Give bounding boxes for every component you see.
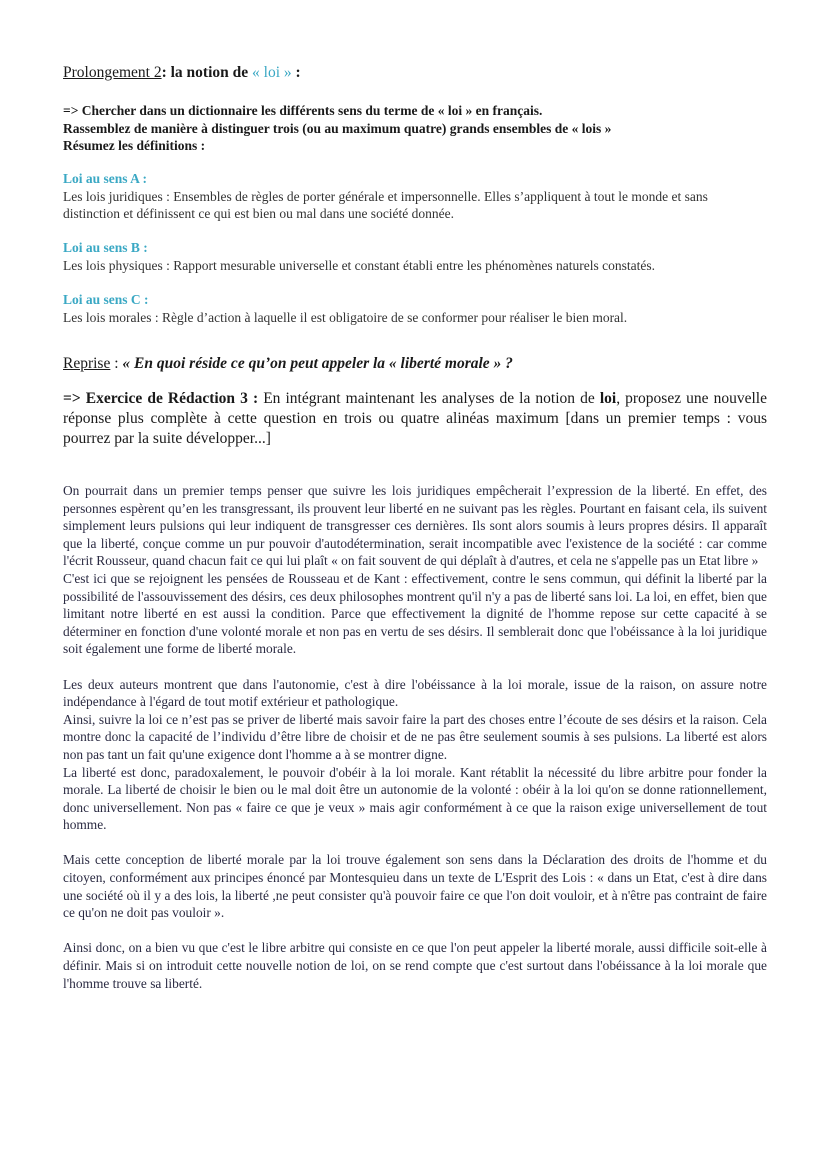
exercise-text-after: , proposez une nouvelle réponse plus complète à cette question en trois ou quatre alinéas maximum [dans un premier temps : vous pourrez par la suite développer...] <box>63 390 767 447</box>
section-body: Les lois morales : Règle d’action à laquelle il est obligatoire de se conformer pour réaliser le bien moral. <box>63 309 628 325</box>
title-suffix: : <box>291 64 301 81</box>
definition-section-a <box>63 170 767 223</box>
section-title: Loi au sens C : <box>63 292 149 307</box>
essay-paragraph: Ainsi donc, on a bien vu que c'est le libre arbitre qui consiste en ce que l'on peut appeler la liberté morale, aussi difficile soit-elle à définir. Mais si on introduit cette nouvelle notion de loi, on se rend compte que c'est surtout dans l'obéissance à la loi morale que l'homme trouve sa liberté. <box>63 940 767 991</box>
essay-text <box>63 482 767 992</box>
essay-paragraph: Les deux auteurs montrent que dans l'autonomie, c'est à dire l'obéissance à la loi morale, issue de la raison, on assure notre indépendance à l'égard de tout motif extérieur et pathologique. <box>63 676 767 710</box>
essay-paragraph: La liberté est donc, paradoxalement, le pouvoir d'obéir à la loi morale. Kant rétablit la nécessité du libre arbitre pour fonder la morale. La liberté de choisir le bien ou le mal doit être un autonomie de la volonté : obéir à la loi qu'on se donne rationnellement, donc universellement. Non pas « faire ce que je veux » mais agir conformément à ce que la raison exige universellement de tout homme. <box>63 764 767 833</box>
exercise-keyword: loi <box>599 390 617 407</box>
instruction-line: Rassemblez de manière à distinguer trois (ou au maximum quatre) grands ensembles de « lois » <box>63 120 612 136</box>
exercise-prompt <box>63 389 767 449</box>
reprise-question: « En quoi réside ce qu’on peut appeler la « liberté morale » ? <box>122 355 513 372</box>
essay-paragraph: Ainsi, suivre la loi ce n’est pas se priver de liberté mais savoir faire la part des choses entre l’écoute de ses désirs et la raison. Cela montre donc la capacité de l’individu d’être libre de choisir et de ne pas être seulement soumis à ses pulsions. La liberté est alors non pas tant un fait qu'une exigence dont l'homme a à se montrer digne. <box>63 711 767 762</box>
definition-section-c <box>63 291 767 326</box>
instruction-line: Résumez les définitions : <box>63 138 206 153</box>
instructions <box>63 102 767 155</box>
title-notion: « loi » <box>252 64 292 81</box>
essay-paragraph: On pourrait dans un premier temps penser que suivre les lois juridiques empêcherait l’expression de la liberté. En effet, des personnes espèrent qu’en les transgressant, ils prouvent leur liberté en ne suivant pas les règles. Pourtant en faisant cela, ils suivent simplement leurs pulsions qui leur indiquent de transgresser ces dernières. Ils sont alors soumis à leurs propres désirs. Il apparaît que la liberté, conçue comme un pur pouvoir d'autodétermination, serait incompatible avec l'existence de la société : car comme l'écrit Rousseur, quand chacun fait ce qui lui plaît « on fait souvent de qui déplaît à d'autres, et cela ne s'appelle pas un Etat libre » <box>63 483 767 569</box>
reprise-sep: : <box>110 355 123 372</box>
exercise-text-before: En intégrant maintenant les analyses de la notion de <box>258 390 600 407</box>
page-title <box>63 64 767 82</box>
reprise-label: Reprise <box>63 355 111 372</box>
section-body: Les lois juridiques : Ensembles de règles de porter générale et impersonnelle. Elles s’appliquent à tout le monde et sans distinction et définissent ce qui est bien ou mal dans une société donnée. <box>63 188 708 221</box>
reprise-heading <box>63 355 767 373</box>
essay-paragraph: Mais cette conception de liberté morale par la loi trouve également son sens dans la Déclaration des droits de l'homme et du citoyen, conformément aux principes énoncé par Montesquieu dans un texte de L'Esprit des Lois : « dans un Etat, c'est à dire dans une société où il y a des lois, la liberté ,ne peut consister qu'à pouvoir faire ce que l'on doit vouloir, et à n'être pas contraint de faire ce qu'on ne doit pas vouloir ». <box>63 852 767 921</box>
title-prefix: Prolongement 2 <box>63 64 162 81</box>
section-body: Les lois physiques : Rapport mesurable universelle et constant établi entre les phénomènes naturels constatés. <box>63 257 655 273</box>
section-title: Loi au sens A : <box>63 171 148 186</box>
title-colon-text: : la notion de <box>161 64 253 81</box>
instruction-line: => Chercher dans un dictionnaire les différents sens du terme de « loi » en français. <box>63 103 543 118</box>
section-title: Loi au sens B : <box>63 240 148 255</box>
exercise-label: => Exercice de Rédaction 3 : <box>63 390 259 407</box>
essay-paragraph: C'est ici que se rejoignent les pensées de Rousseau et de Kant : effectivement, contre le sens commun, qui définit la liberté par la possibilité de l'assouvissement des désirs, ces deux philosophes montrent qu'il n'y a pas de liberté sans loi. La loi, en effet, bien que limitant notre liberté en est aussi la condition. Parce que effectivement la dignité de l'homme repose sur cette capacité à se déterminer en fonction d'une volonté morale et non pas en vertu de ses désirs. Il semblerait donc que l'obéissance à la loi juridique soit également une forme de liberté morale. <box>63 570 767 657</box>
definition-section-b <box>63 239 767 274</box>
